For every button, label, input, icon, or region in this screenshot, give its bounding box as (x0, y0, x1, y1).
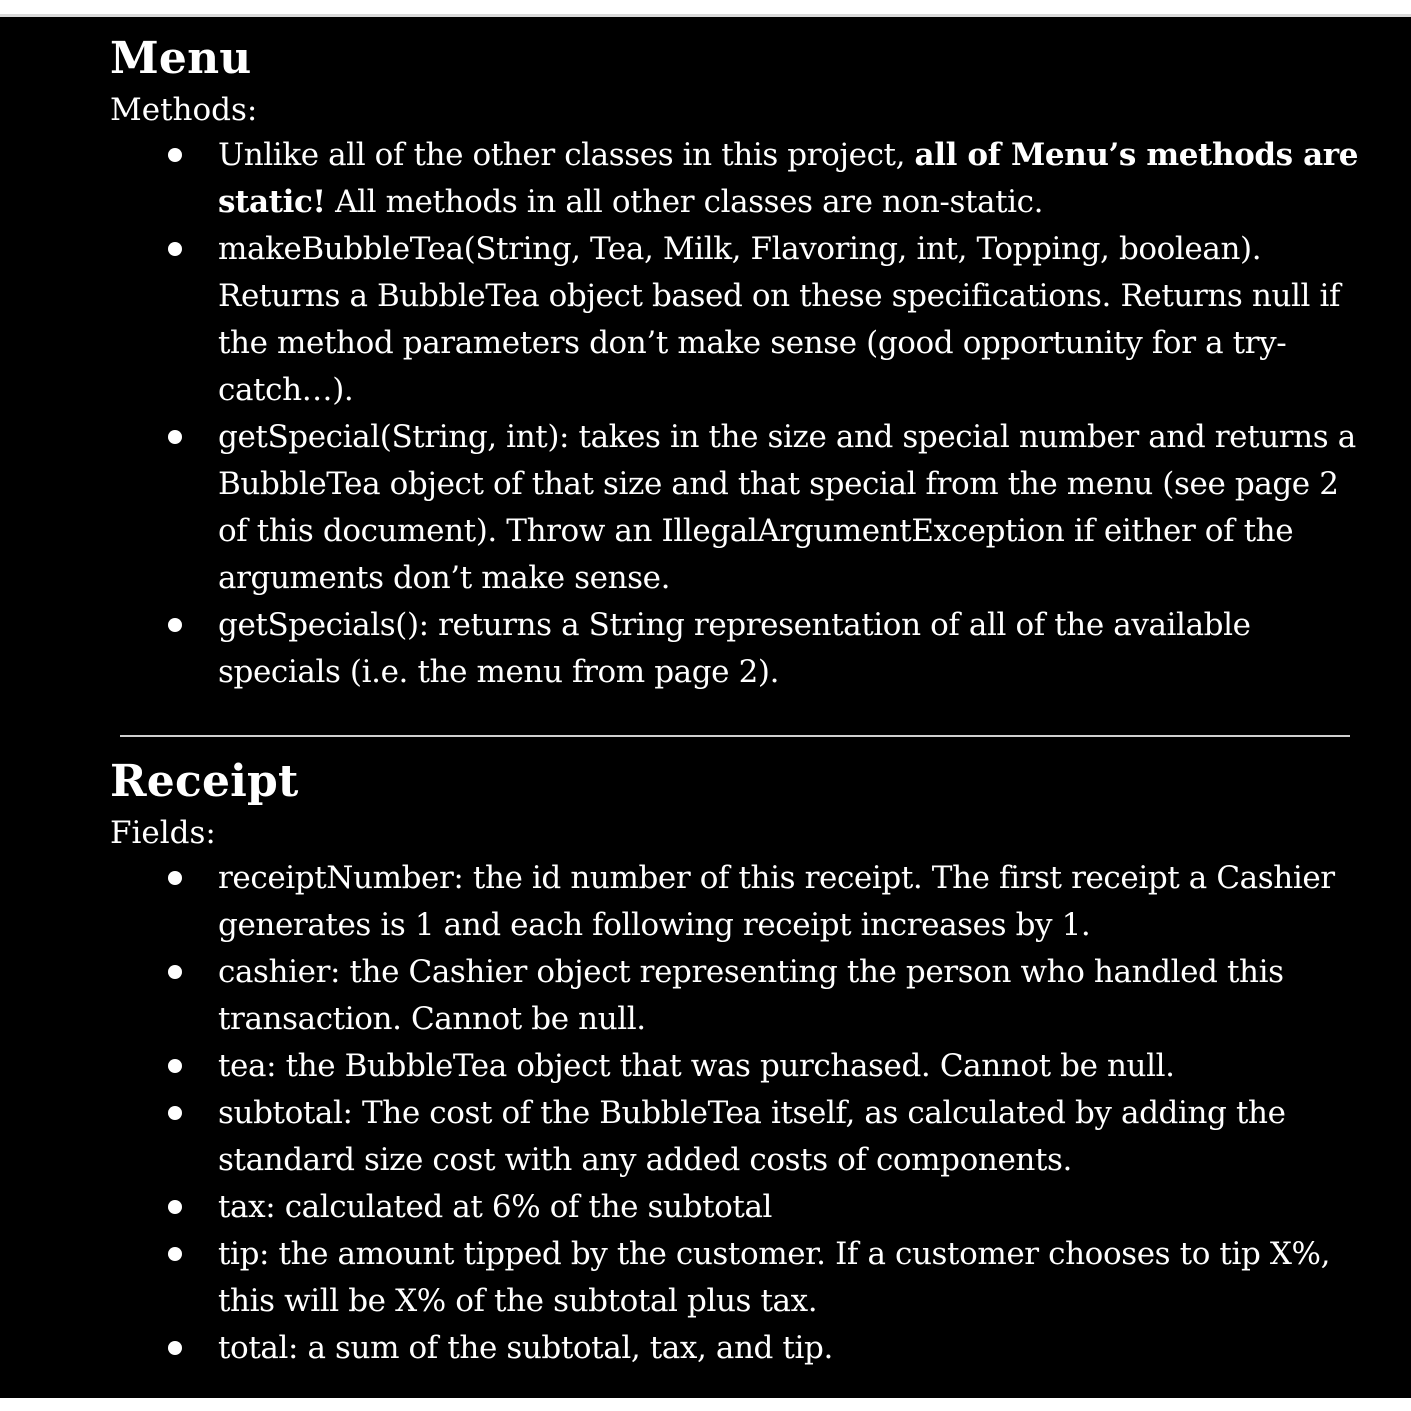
list-item (110, 1231, 1370, 1325)
list-item (110, 132, 1370, 226)
menu-item-text: makeBubbleTea(String, Tea, Milk, Flavoring, int, Topping, boolean). Returns a BubbleTea object based on these specifications. Returns null if the method parameters don’t make sense (good opportunity for a try-catch…). (218, 231, 1341, 408)
menu-section (110, 32, 1370, 696)
receipt-item-text: cashier: the Cashier object representing the person who handled this transaction. Cannot be null. (218, 954, 1284, 1037)
bullet-icon (168, 1341, 182, 1355)
menu-methods-list (110, 132, 1370, 696)
list-item (110, 949, 1370, 1043)
list-item (110, 602, 1370, 696)
menu-item-text: getSpecials(): returns a String representation of all of the available specials (i.e. the menu from page 2). (218, 607, 1251, 690)
menu-item-text-bold: all of Menu’s methods are static! (218, 137, 1359, 220)
receipt-fields-list (110, 855, 1370, 1372)
bullet-icon (168, 871, 182, 885)
list-item (110, 855, 1370, 949)
menu-title: Menu (110, 33, 252, 84)
receipt-item-text: subtotal: The cost of the BubbleTea itself, as calculated by adding the standard size cost with any added costs of components. (218, 1095, 1286, 1178)
bullet-icon (168, 965, 182, 979)
receipt-item-text: receiptNumber: the id number of this receipt. The first receipt a Cashier generates is 1 and each following receipt increases by 1. (218, 860, 1335, 943)
receipt-title: Receipt (110, 756, 299, 807)
bullet-icon (168, 430, 182, 444)
list-item (110, 1184, 1370, 1231)
list-item (110, 414, 1370, 602)
bullet-icon (168, 1106, 182, 1120)
list-item (110, 1090, 1370, 1184)
bullet-icon (168, 1200, 182, 1214)
bullet-icon (168, 148, 182, 162)
bullet-icon (168, 1247, 182, 1261)
document-page (0, 14, 1411, 1398)
receipt-item-text: tax: calculated at 6% of the subtotal (218, 1189, 773, 1225)
section-divider (120, 735, 1350, 737)
menu-methods-label: Methods: (110, 92, 258, 128)
menu-item-text-pre: Unlike all of the other classes in this project, (218, 137, 915, 173)
menu-item-text: getSpecial(String, int): takes in the size and special number and returns a BubbleTea object of that size and that special from the menu (see page 2 of this document). Throw an IllegalArgumentException if either of the arguments don’t make sense. (218, 419, 1356, 596)
bullet-icon (168, 618, 182, 632)
list-item (110, 226, 1370, 414)
list-item (110, 1043, 1370, 1090)
bullet-icon (168, 242, 182, 256)
receipt-item-text: total: a sum of the subtotal, tax, and tip. (218, 1330, 833, 1366)
receipt-section (110, 755, 1370, 1372)
list-item (110, 1325, 1370, 1372)
receipt-item-text: tip: the amount tipped by the customer. If a customer chooses to tip X%, this will be X% of the subtotal plus tax. (218, 1236, 1331, 1319)
menu-item-text-post: All methods in all other classes are non-static. (325, 184, 1044, 220)
receipt-item-text: tea: the BubbleTea object that was purchased. Cannot be null. (218, 1048, 1175, 1084)
bullet-icon (168, 1059, 182, 1073)
receipt-fields-label: Fields: (110, 815, 216, 851)
